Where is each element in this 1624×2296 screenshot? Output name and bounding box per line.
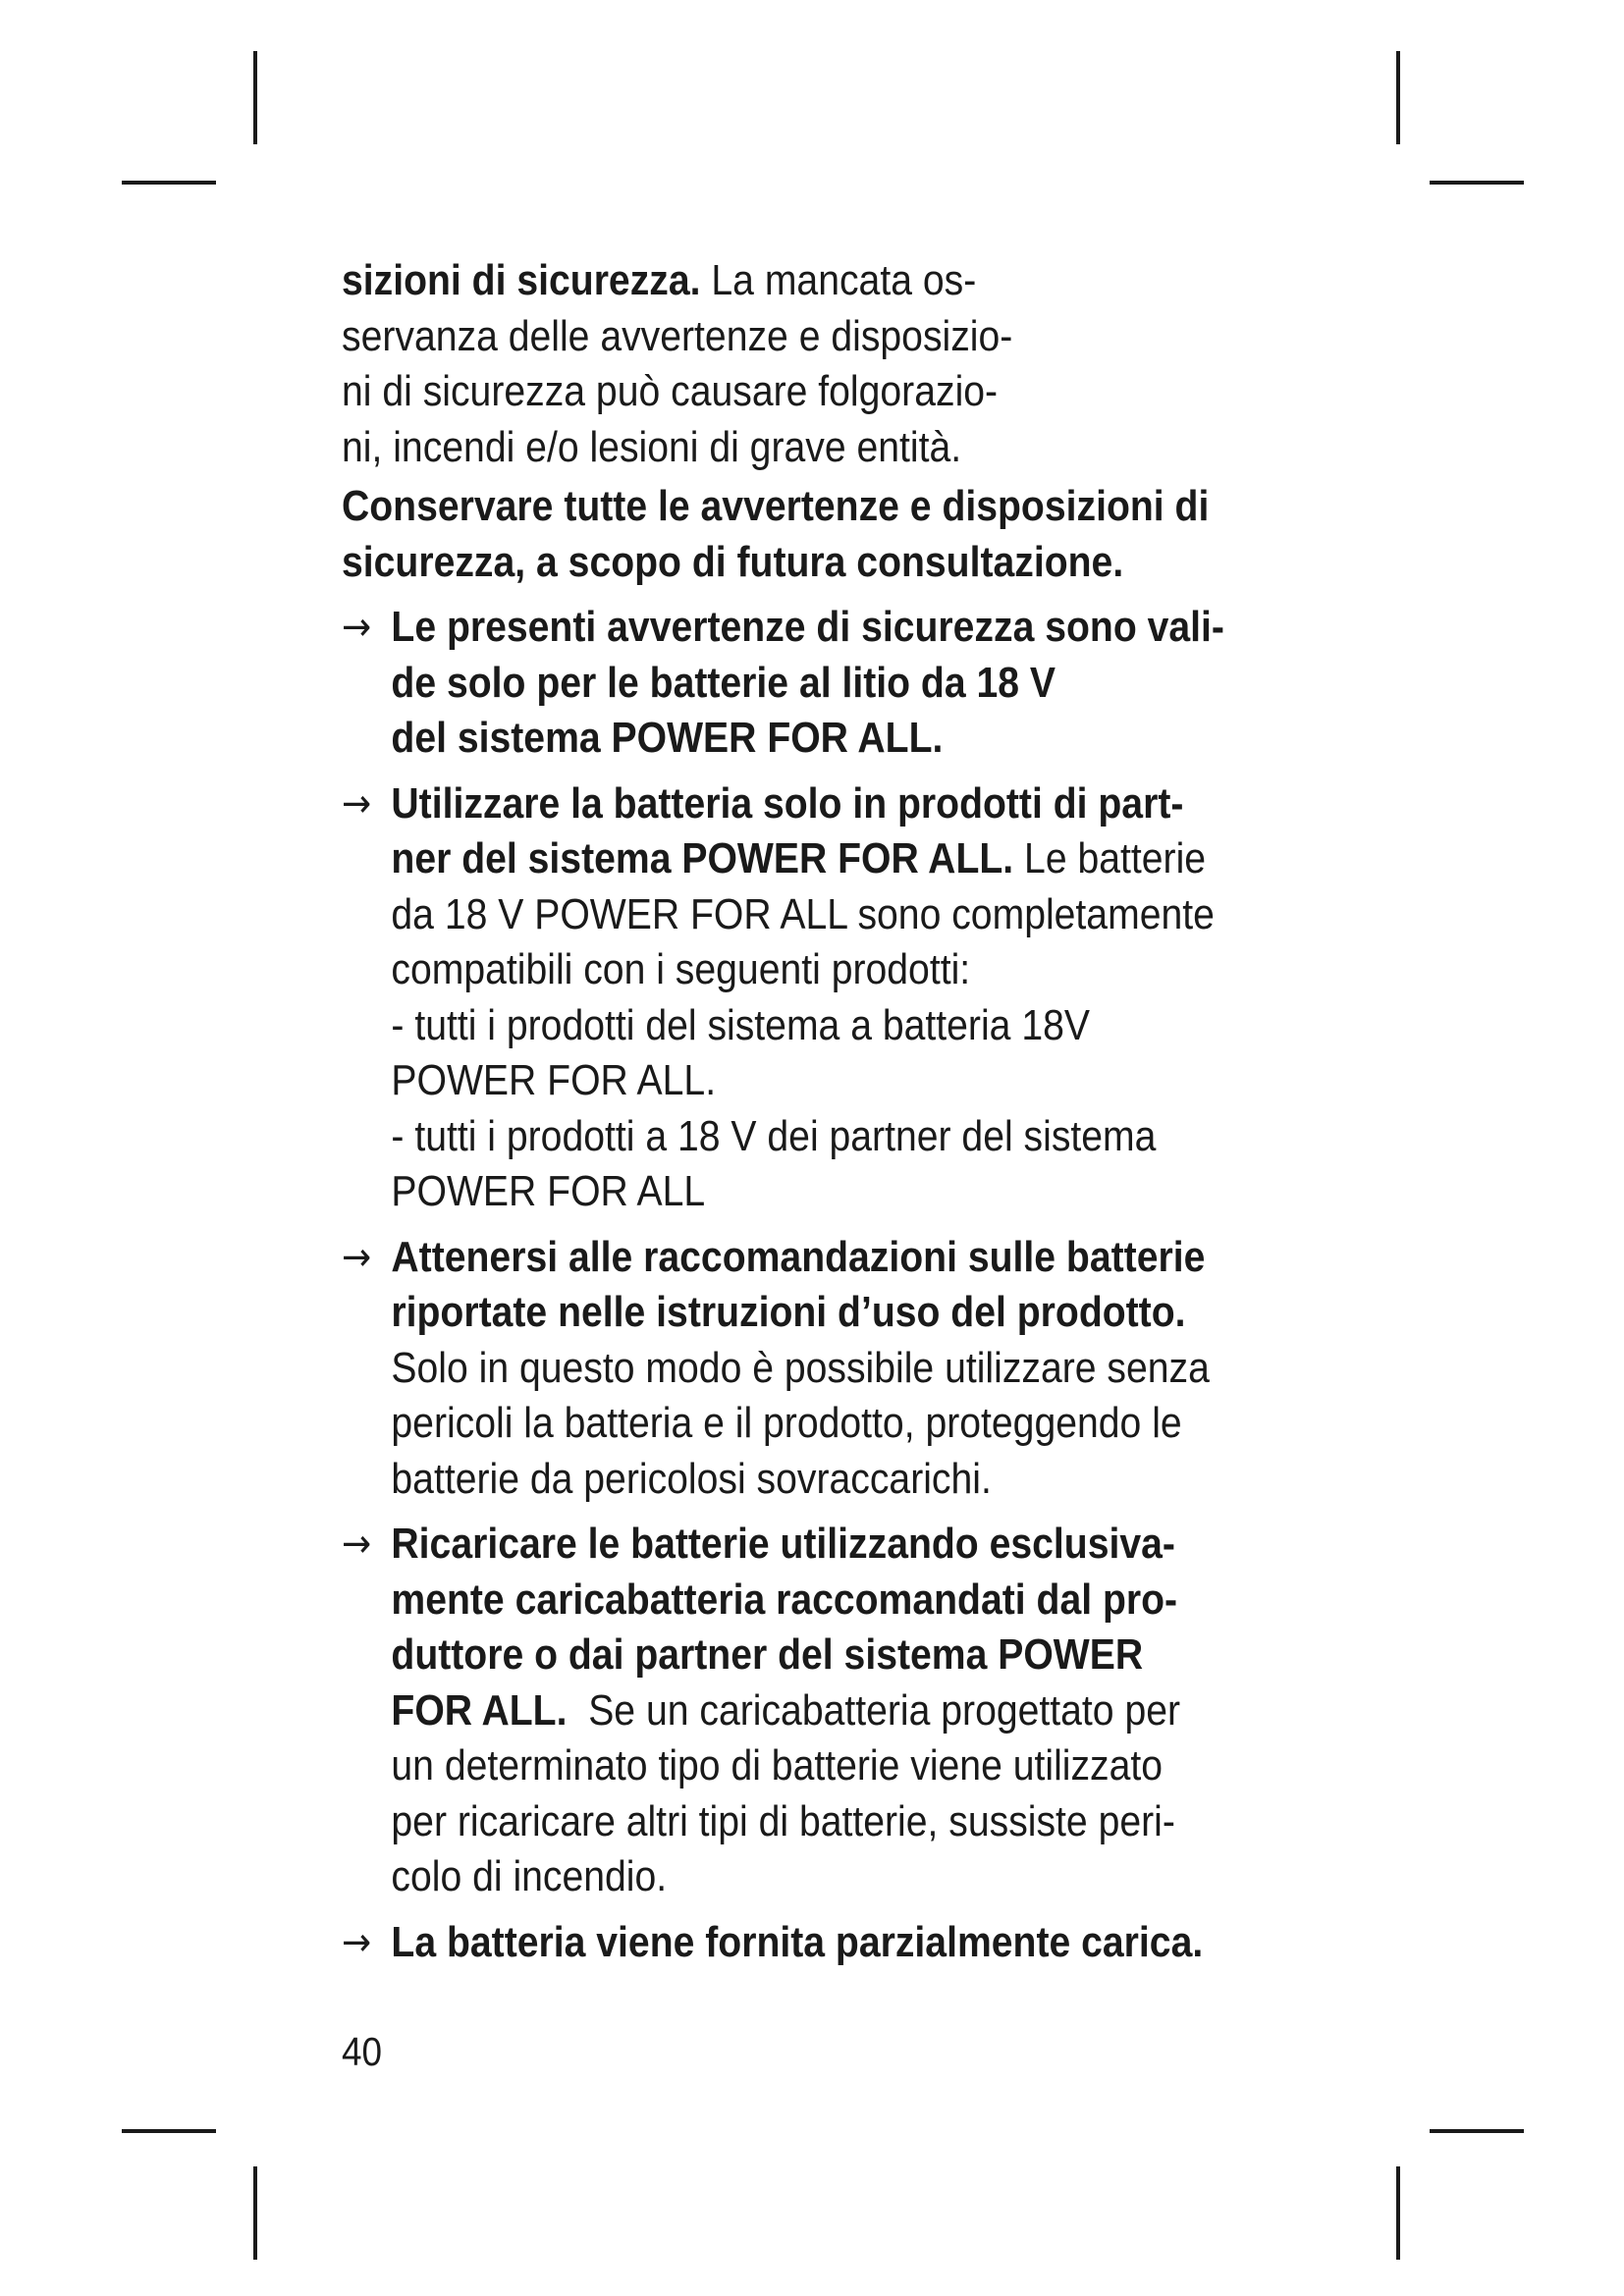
- safety-bullet: → La batteria viene fornita parzialmente carica.: [342, 1915, 1225, 1971]
- crop-mark-bottom-right-horizontal: [1430, 2129, 1524, 2133]
- arrow-right-icon: →: [342, 780, 372, 827]
- keep-instructions-paragraph: Conservare tutte le avvertenze e disposizioni di sicurezza, a scopo di futura consultazione.: [342, 483, 1210, 586]
- crop-mark-bottom-left-vertical: [253, 2166, 257, 2260]
- crop-mark-top-right-horizontal: [1430, 181, 1524, 185]
- safety-bullet: → Ricaricare le batterie utilizzando esclusiva- mente caricabatteria raccomandati dal pro- duttore o dai partner del sistema POWER FOR ALL. Se un caricabatteria progettato per un determinato tipo di batterie viene utilizzato per ricaricare altri tipi di batterie, sussiste peri- colo di incendio.: [342, 1517, 1225, 1905]
- arrow-right-icon: →: [342, 1522, 372, 1567]
- crop-mark-top-right-vertical: [1396, 51, 1400, 144]
- arrow-right-icon: →: [342, 1919, 372, 1965]
- page-number: 40: [342, 2029, 383, 2074]
- intro-bold-lead: sizioni di sicurezza.: [342, 257, 701, 304]
- arrow-right-icon: →: [342, 1234, 372, 1280]
- crop-mark-top-left-vertical: [253, 51, 257, 144]
- crop-mark-bottom-right-vertical: [1396, 2166, 1400, 2260]
- crop-mark-bottom-left-horizontal: [122, 2129, 216, 2133]
- safety-bullet: → Utilizzare la batteria solo in prodotti di part- ner del sistema POWER FOR ALL. Le batterie da 18 V POWER FOR ALL sono completamente compatibili con i seguenti prodotti: - tutti i prodotti del sistema a batteria 18V POWER FOR ALL. - tutti i prodotti a 18 V dei partner del sistema POWER FOR ALL: [342, 776, 1225, 1220]
- intro-paragraph: sizioni di sicurezza. La mancata os- servanza delle avvertenze e disposizio- ni di sicurezza può causare folgorazio- ni, incendi e/o lesioni di grave entità.: [342, 257, 1013, 471]
- safety-bullet: → Le presenti avvertenze di sicurezza sono vali- de solo per le batterie al litio da 18 V del sistema POWER FOR ALL.: [342, 600, 1225, 767]
- page-content: [342, 253, 1225, 1970]
- safety-bullet: → Attenersi alle raccomandazioni sulle batterie riportate nelle istruzioni d’uso del prodotto. Solo in questo modo è possibile utilizzare senza pericoli la batteria e il prodotto, proteggendo le batterie da pericolosi sovraccarichi.: [342, 1230, 1225, 1508]
- crop-mark-top-left-horizontal: [122, 181, 216, 185]
- arrow-right-icon: →: [342, 605, 372, 650]
